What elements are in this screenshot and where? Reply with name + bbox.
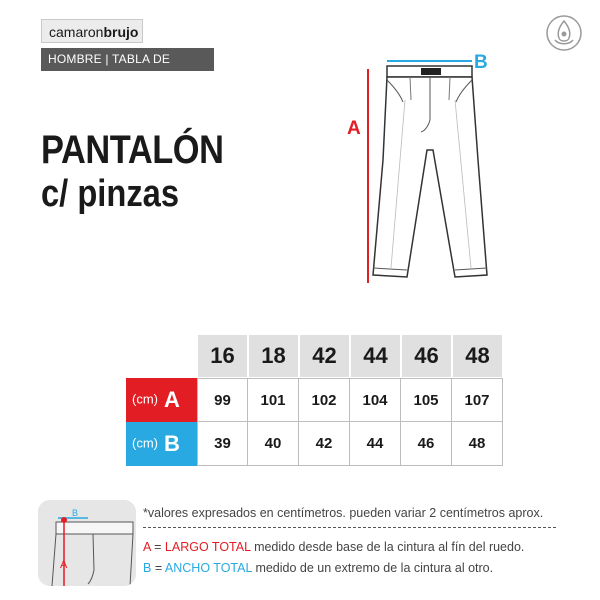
legend-desc: medido de un extremo de la cintura al otro. bbox=[251, 561, 494, 575]
product-title: PANTALÓN bbox=[41, 128, 224, 172]
row-key: A bbox=[164, 387, 180, 412]
table-cell: 101 bbox=[248, 378, 299, 422]
pants-diagram bbox=[335, 40, 505, 290]
table-cell: 99 bbox=[197, 378, 248, 422]
size-header: 46 bbox=[401, 334, 452, 378]
table-cell: 42 bbox=[299, 422, 350, 466]
row-label-a bbox=[126, 378, 197, 422]
row-key: B bbox=[164, 431, 180, 456]
table-corner bbox=[126, 334, 197, 378]
measure-thumbnail bbox=[38, 500, 136, 586]
legend-key: A bbox=[143, 540, 151, 554]
table-cell: 104 bbox=[350, 378, 401, 422]
size-table bbox=[126, 334, 503, 466]
size-header: 44 bbox=[350, 334, 401, 378]
legend-a bbox=[143, 540, 524, 554]
table-cell: 40 bbox=[248, 422, 299, 466]
brand-logo-text bbox=[41, 19, 143, 43]
brand-emblem-icon bbox=[545, 14, 583, 52]
row-unit: (cm) bbox=[132, 391, 158, 407]
table-row bbox=[126, 378, 503, 422]
legend-term: ANCHO TOTAL bbox=[164, 561, 252, 575]
brand-part1: camaron bbox=[49, 24, 104, 40]
table-cell: 46 bbox=[401, 422, 452, 466]
table-cell: 39 bbox=[197, 422, 248, 466]
table-header-row bbox=[126, 334, 503, 378]
measure-a-label: A bbox=[347, 118, 361, 139]
table-cell: 105 bbox=[401, 378, 452, 422]
measure-b-label: B bbox=[474, 52, 488, 73]
size-header: 16 bbox=[197, 334, 248, 378]
section-bar: HOMBRE | TABLA DE TALLES bbox=[41, 48, 214, 71]
size-header: 18 bbox=[248, 334, 299, 378]
thumb-b-label: B bbox=[72, 508, 79, 518]
table-cell: 44 bbox=[350, 422, 401, 466]
legend-desc: medido desde base de la cintura al fín del ruedo. bbox=[250, 540, 525, 554]
thumb-a-label: A bbox=[60, 559, 68, 571]
legend-eq: = bbox=[151, 561, 165, 575]
row-label-b bbox=[126, 422, 197, 466]
thumbnail-diagram bbox=[38, 500, 136, 586]
legend-key: B bbox=[143, 561, 152, 575]
legend-term: LARGO TOTAL bbox=[164, 540, 251, 554]
row-unit: (cm) bbox=[132, 435, 158, 451]
size-header: 42 bbox=[299, 334, 350, 378]
size-header: 48 bbox=[452, 334, 503, 378]
divider bbox=[143, 527, 556, 528]
table-cell: 102 bbox=[299, 378, 350, 422]
measurement-note: *valores expresados en centímetros. pueden variar 2 centímetros aprox. bbox=[143, 506, 544, 520]
table-row bbox=[126, 422, 503, 466]
brand-part2: brujo bbox=[103, 24, 139, 40]
legend-b bbox=[143, 561, 493, 575]
table-cell: 48 bbox=[452, 422, 503, 466]
legend-eq: = bbox=[150, 540, 165, 554]
table-cell: 107 bbox=[452, 378, 503, 422]
product-subtitle: c/ pinzas bbox=[41, 173, 180, 215]
